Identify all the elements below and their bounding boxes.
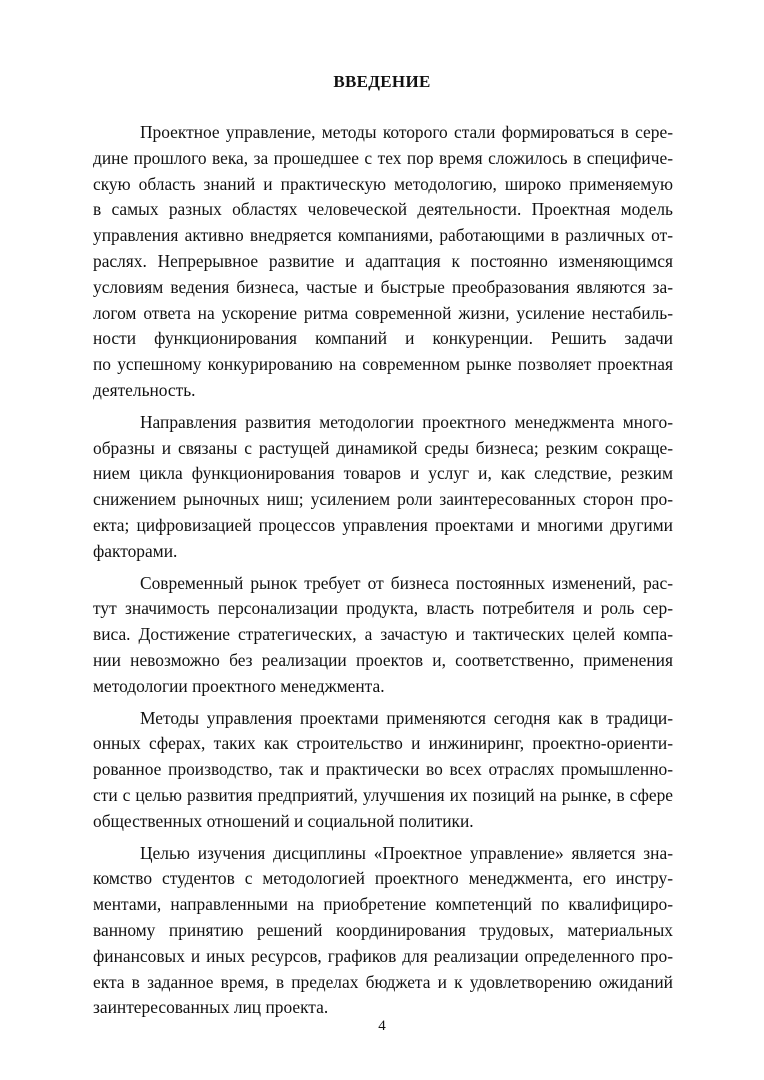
text-line: управления активно внедряется компаниями, работающими в различных от- (93, 225, 673, 246)
text-line: ванному принятию решений координирования трудовых, материальных (93, 919, 673, 940)
text-line: факторами. (93, 540, 178, 561)
page-number: 4 (378, 1018, 386, 1034)
text-line: логом ответа на ускорение ритма современной жизни, усиление нестабиль- (93, 302, 673, 323)
text-line: заинтересованных лиц проекта. (93, 997, 329, 1018)
text-line: в самых разных областях человеческой деятельности. Проектная модель (93, 199, 673, 220)
text-line: финансовых и иных ресурсов, графиков для реализации определенного про- (93, 945, 673, 966)
text-line: нии невозможно без реализации проектов и, соответственно, применения (93, 649, 673, 670)
text-line: рованное производство, так и практически во всех отраслях промышленно- (93, 759, 673, 780)
text-line: раслях. Непрерывное развитие и адаптация к постоянно изменяющимся (93, 250, 673, 271)
paragraph-5 (93, 841, 673, 1022)
text-line: скую область знаний и практическую методологию, широко применяемую (93, 173, 673, 194)
text-line: методологии проектного менеджмента. (93, 675, 385, 696)
paragraph-4 (93, 706, 673, 835)
text-line: екта в заданное время, в пределах бюджета и к удовлетворению ожиданий (93, 971, 673, 992)
text-line: екта; цифровизацией процессов управления проектами и многими другими (93, 514, 673, 535)
text-line: Проектное управление, методы которого стали формироваться в сере- (140, 122, 673, 142)
paragraph-3 (93, 571, 673, 700)
text-line: Современный рынок требует от бизнеса постоянных изменений, рас- (140, 572, 673, 593)
body-text (93, 120, 673, 1027)
text-line: онных сферах, таких как строительство и инжиниринг, проектно-ориенти- (93, 733, 673, 754)
paragraph-2 (93, 410, 673, 565)
text-line: Методы управления проектами применяются сегодня как в традици- (140, 707, 673, 728)
text-line: ментами, направленными на приобретение компетенций по квалифициро- (93, 894, 673, 915)
text-line: виса. Достижение стратегических, а зачастую и тактических целей компа- (93, 624, 673, 645)
paragraph-1 (93, 120, 673, 404)
text-line: общественных отношений и социальной политики. (93, 810, 474, 831)
text-line: снижением рыночных ниш; усилением роли заинтересованных сторон про- (93, 489, 673, 510)
text-line: образны и связаны с растущей динамикой среды бизнеса; резким сокраще- (93, 437, 673, 458)
text-line: нием цикла функционирования товаров и услуг и, как следствие, резким (93, 463, 673, 484)
text-line: комство студентов с методологией проектного менеджмента, его инстру- (93, 868, 673, 889)
text-line: деятельность. (93, 379, 196, 400)
text-line: тут значимость персонализации продукта, власть потребителя и роль сер- (93, 598, 673, 619)
text-line: условиям ведения бизнеса, частые и быстрые преобразования являются за- (93, 276, 673, 297)
text-line: дине прошлого века, за прошедшее с тех пор время сложилось в специфиче- (93, 147, 673, 168)
section-title: ВВЕДЕНИЕ (333, 72, 431, 91)
text-line: по успешному конкурированию на современном рынке позволяет проектная (93, 354, 673, 375)
text-line: Целью изучения дисциплины «Проектное управление» является зна- (140, 842, 673, 863)
text-line: Направления развития методологии проектного менеджмента много- (140, 411, 673, 432)
text-line: ности функционирования компаний и конкуренции. Решить задачи (93, 328, 673, 349)
text-line: сти с целью развития предприятий, улучшения их позиций на рынке, в сфере (93, 784, 673, 805)
